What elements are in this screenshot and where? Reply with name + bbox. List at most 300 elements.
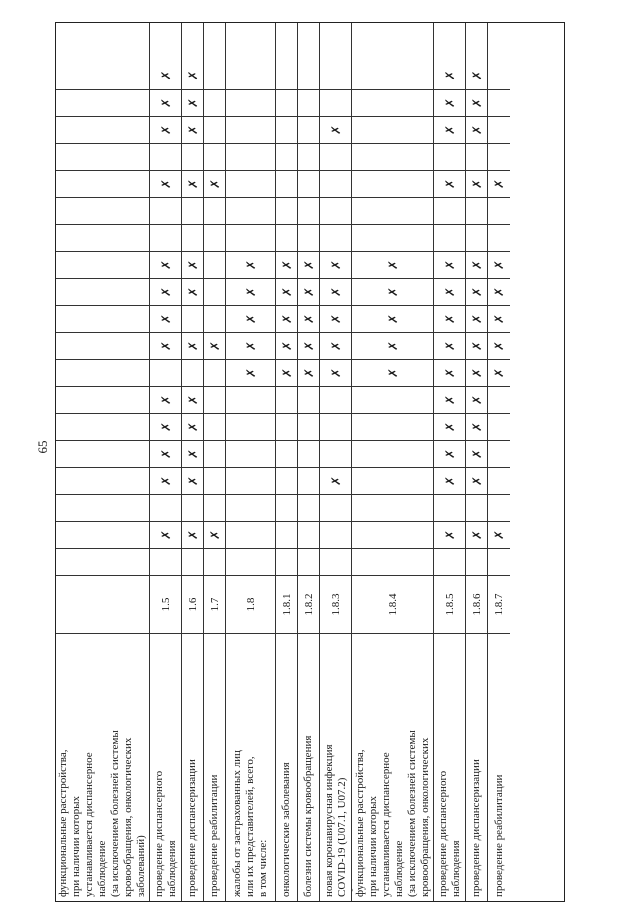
- table-row: [226, 23, 276, 901]
- data-cell: [276, 251, 297, 278]
- cross-mark: ✗: [442, 70, 457, 81]
- data-cell: [488, 89, 510, 116]
- data-cell: [204, 386, 225, 413]
- cross-mark: ✗: [207, 340, 222, 352]
- cross-mark: ✗: [279, 340, 294, 352]
- row-number: [56, 575, 149, 633]
- data-cell: [276, 116, 297, 143]
- data-cell: [466, 467, 487, 494]
- row-name: онкологические заболевания: [276, 633, 297, 901]
- data-cell: [298, 467, 319, 494]
- data-cell: [488, 386, 510, 413]
- data-cell: [150, 332, 181, 359]
- data-cell: [276, 170, 297, 197]
- data-cell: [150, 413, 181, 440]
- data-cell: [182, 521, 203, 548]
- cross-mark: ✗: [442, 529, 457, 541]
- data-cell: [320, 359, 351, 386]
- row-number: 1.8.1: [276, 575, 297, 633]
- data-cell: [320, 440, 351, 467]
- row-number: 1.5: [150, 575, 181, 633]
- data-cell: [320, 548, 351, 575]
- data-cell: [298, 521, 319, 548]
- data-cell: [320, 467, 351, 494]
- data-cell: [298, 197, 319, 224]
- data-cell: [298, 224, 319, 251]
- data-cell: [352, 278, 433, 305]
- data-cell: [320, 224, 351, 251]
- cross-mark: ✗: [469, 259, 484, 271]
- cross-mark: ✗: [158, 421, 173, 433]
- data-cell: [276, 359, 297, 386]
- data-cell: [182, 116, 203, 143]
- cross-mark: ✗: [492, 286, 506, 298]
- data-cell: [276, 548, 297, 575]
- data-cell: [226, 143, 275, 170]
- data-cell: [226, 170, 275, 197]
- data-cell: [56, 305, 149, 332]
- data-cell: [226, 62, 275, 89]
- data-cell: [182, 143, 203, 170]
- data-cell: [56, 386, 149, 413]
- cross-mark: ✗: [385, 340, 400, 352]
- table-row: [204, 23, 226, 901]
- row-name: проведение диспансерного наблюдения: [434, 633, 465, 901]
- data-cell: [226, 305, 275, 332]
- cross-mark: ✗: [492, 259, 506, 271]
- cross-mark: ✗: [301, 259, 316, 271]
- row-number: 1.6: [182, 575, 203, 633]
- data-cell: [320, 305, 351, 332]
- data-cell: [298, 440, 319, 467]
- row-name: новая коронавирусная инфекция COVID-19 (U07.1, U07.2): [320, 633, 351, 901]
- data-cell: [352, 62, 433, 89]
- data-cell: [150, 89, 181, 116]
- cross-mark: ✗: [158, 124, 173, 136]
- data-cell: [352, 305, 433, 332]
- cross-mark: ✗: [207, 178, 222, 190]
- data-cell: [56, 467, 149, 494]
- data-cell: [298, 413, 319, 440]
- data-cell: [434, 278, 465, 305]
- cross-mark: ✗: [442, 97, 457, 109]
- table-row: [150, 23, 182, 901]
- table-stage: [55, 22, 565, 902]
- data-cell: [56, 494, 149, 521]
- data-cell: [276, 89, 297, 116]
- cross-mark: ✗: [243, 286, 258, 298]
- cross-mark: ✗: [442, 124, 457, 136]
- data-cell: [466, 359, 487, 386]
- data-cell: [56, 278, 149, 305]
- data-cell: [352, 224, 433, 251]
- data-cell: [150, 62, 181, 89]
- data-cell: [488, 116, 510, 143]
- data-cell: [150, 440, 181, 467]
- data-cell: [56, 413, 149, 440]
- row-name: функциональные расстройства, при наличии которых устанавливается диспансерное наблюдение (за исключением болезней системы кровообращения, онкологических заболеваний): [56, 633, 149, 901]
- data-cell: [56, 62, 149, 89]
- data-cell: [150, 521, 181, 548]
- data-cell: [320, 521, 351, 548]
- cross-mark: ✗: [469, 97, 484, 109]
- data-cell: [204, 170, 225, 197]
- data-cell: [466, 116, 487, 143]
- data-cell: [182, 494, 203, 521]
- data-cell: [298, 305, 319, 332]
- data-cell: [182, 170, 203, 197]
- data-cell: [226, 440, 275, 467]
- data-cell: [182, 305, 203, 332]
- data-cell: [352, 197, 433, 224]
- data-cell: [298, 332, 319, 359]
- data-cell: [488, 197, 510, 224]
- data-cell: [488, 62, 510, 89]
- data-cell: [320, 197, 351, 224]
- data-cell: [204, 548, 225, 575]
- data-cell: [466, 251, 487, 278]
- cross-mark: ✗: [243, 259, 258, 271]
- cross-mark: ✗: [185, 448, 200, 460]
- data-cell: [204, 62, 225, 89]
- cross-mark: ✗: [492, 313, 506, 325]
- data-cell: [182, 332, 203, 359]
- data-cell: [466, 89, 487, 116]
- cross-mark: ✗: [185, 286, 200, 298]
- data-cell: [182, 440, 203, 467]
- cross-mark: ✗: [442, 475, 457, 487]
- cross-mark: ✗: [279, 367, 294, 379]
- cross-mark: ✗: [185, 97, 200, 109]
- data-cell: [488, 440, 510, 467]
- row-name: проведение диспансерного наблюдения: [150, 633, 181, 901]
- row-number: 1.8: [226, 575, 275, 633]
- data-cell: [298, 359, 319, 386]
- row-name: проведение реабилитации: [488, 633, 510, 901]
- cross-mark: ✗: [185, 340, 200, 352]
- data-cell: [488, 170, 510, 197]
- cross-mark: ✗: [243, 313, 258, 325]
- data-cell: [56, 548, 149, 575]
- cross-mark: ✗: [185, 124, 200, 136]
- data-cell: [466, 197, 487, 224]
- row-name: жалобы от застрахованных лиц или их представителей, всего, в том числе:: [226, 633, 275, 901]
- cross-mark: ✗: [442, 421, 457, 433]
- data-cell: [226, 413, 275, 440]
- data-cell: [204, 467, 225, 494]
- data-cell: [298, 278, 319, 305]
- data-cell: [298, 548, 319, 575]
- data-cell: [150, 467, 181, 494]
- data-cell: [56, 521, 149, 548]
- data-cell: [352, 467, 433, 494]
- cross-mark: ✗: [279, 313, 294, 325]
- cross-mark: ✗: [243, 367, 258, 379]
- data-cell: [434, 251, 465, 278]
- row-number: 1.8.2: [298, 575, 319, 633]
- data-cell: [226, 521, 275, 548]
- data-cell: [488, 332, 510, 359]
- data-cell: [320, 116, 351, 143]
- data-cell: [276, 521, 297, 548]
- data-cell: [204, 332, 225, 359]
- data-cell: [182, 413, 203, 440]
- data-cell: [466, 413, 487, 440]
- data-cell: [352, 332, 433, 359]
- data-cell: [434, 386, 465, 413]
- cross-mark: ✗: [328, 286, 343, 298]
- cross-mark: ✗: [185, 70, 200, 81]
- cross-mark: ✗: [279, 286, 294, 298]
- data-cell: [434, 224, 465, 251]
- data-cell: [204, 359, 225, 386]
- data-cell: [320, 278, 351, 305]
- data-cell: [320, 89, 351, 116]
- data-cell: [204, 413, 225, 440]
- row-number: 1.7: [204, 575, 225, 633]
- cross-mark: ✗: [185, 178, 200, 190]
- cross-mark: ✗: [469, 367, 484, 379]
- row-number: 1.8.5: [434, 575, 465, 633]
- data-cell: [488, 494, 510, 521]
- cross-mark: ✗: [158, 286, 173, 298]
- row-number: 1.8.7: [488, 575, 510, 633]
- data-cell: [226, 251, 275, 278]
- cross-mark: ✗: [158, 529, 173, 541]
- cross-mark: ✗: [158, 340, 173, 352]
- cross-mark: ✗: [469, 70, 484, 81]
- cross-mark: ✗: [442, 448, 457, 460]
- data-cell: [320, 332, 351, 359]
- data-cell: [352, 494, 433, 521]
- data-cell: [352, 116, 433, 143]
- table-row: [276, 23, 298, 901]
- table-row: [488, 23, 510, 901]
- cross-mark: ✗: [185, 259, 200, 271]
- cross-mark: ✗: [469, 340, 484, 352]
- data-cell: [434, 359, 465, 386]
- cross-mark: ✗: [243, 340, 258, 352]
- cross-mark: ✗: [442, 367, 457, 379]
- data-cell: [226, 278, 275, 305]
- data-cell: [56, 89, 149, 116]
- cross-mark: ✗: [492, 340, 506, 352]
- data-cell: [182, 251, 203, 278]
- data-cell: [466, 332, 487, 359]
- data-cell: [276, 467, 297, 494]
- data-cell: [56, 251, 149, 278]
- cross-mark: ✗: [385, 259, 400, 271]
- data-cell: [434, 494, 465, 521]
- data-cell: [56, 143, 149, 170]
- data-cell: [150, 143, 181, 170]
- data-cell: [320, 143, 351, 170]
- data-cell: [276, 386, 297, 413]
- data-cell: [488, 251, 510, 278]
- table-row: [434, 23, 466, 901]
- data-cell: [434, 197, 465, 224]
- cross-mark: ✗: [301, 340, 316, 352]
- table-row: [56, 23, 150, 901]
- row-number: 1.8.6: [466, 575, 487, 633]
- data-cell: [56, 197, 149, 224]
- data-cell: [352, 89, 433, 116]
- data-cell: [434, 116, 465, 143]
- data-cell: [204, 278, 225, 305]
- data-cell: [434, 62, 465, 89]
- data-cell: [434, 548, 465, 575]
- data-cell: [434, 413, 465, 440]
- cross-mark: ✗: [185, 421, 200, 433]
- cross-mark: ✗: [328, 124, 343, 136]
- data-cell: [320, 251, 351, 278]
- data-cell: [204, 494, 225, 521]
- data-cell: [276, 197, 297, 224]
- row-number: 1.8.3: [320, 575, 351, 633]
- data-cell: [434, 143, 465, 170]
- data-cell: [466, 440, 487, 467]
- cross-mark: ✗: [158, 394, 173, 406]
- data-cell: [434, 305, 465, 332]
- cross-mark: ✗: [328, 475, 343, 487]
- cross-mark: ✗: [158, 97, 173, 109]
- data-cell: [150, 116, 181, 143]
- data-cell: [352, 413, 433, 440]
- cross-mark: ✗: [385, 367, 400, 379]
- data-cell: [352, 170, 433, 197]
- cross-mark: ✗: [301, 286, 316, 298]
- data-cell: [150, 494, 181, 521]
- data-cell: [298, 170, 319, 197]
- data-cell: [276, 413, 297, 440]
- row-name: функциональные расстройства, при наличии которых устанавливается диспансерное наблюдение (за исключением болезней системы кровообращения, онкологических: [352, 633, 433, 901]
- data-cell: [182, 467, 203, 494]
- data-cell: [488, 521, 510, 548]
- data-cell: [204, 251, 225, 278]
- cross-mark: ✗: [492, 367, 506, 379]
- data-cell: [226, 494, 275, 521]
- data-cell: [488, 224, 510, 251]
- statistics-table: [55, 22, 565, 902]
- cross-mark: ✗: [328, 313, 343, 325]
- data-cell: [320, 62, 351, 89]
- data-cell: [320, 494, 351, 521]
- data-cell: [466, 143, 487, 170]
- data-cell: [298, 386, 319, 413]
- data-cell: [466, 494, 487, 521]
- data-cell: [466, 521, 487, 548]
- cross-mark: ✗: [301, 367, 316, 379]
- data-cell: [352, 359, 433, 386]
- data-cell: [150, 359, 181, 386]
- cross-mark: ✗: [385, 313, 400, 325]
- cross-mark: ✗: [492, 178, 506, 190]
- data-cell: [276, 440, 297, 467]
- data-cell: [150, 170, 181, 197]
- table-row: [298, 23, 320, 901]
- cross-mark: ✗: [279, 259, 294, 271]
- cross-mark: ✗: [158, 70, 173, 81]
- data-cell: [276, 278, 297, 305]
- row-name: проведение диспансеризации: [182, 633, 203, 901]
- cross-mark: ✗: [158, 178, 173, 190]
- data-cell: [298, 89, 319, 116]
- data-cell: [352, 548, 433, 575]
- data-cell: [298, 116, 319, 143]
- data-cell: [182, 359, 203, 386]
- data-cell: [466, 224, 487, 251]
- data-cell: [56, 170, 149, 197]
- cross-mark: ✗: [185, 475, 200, 487]
- row-name: проведение реабилитации: [204, 633, 225, 901]
- cross-mark: ✗: [469, 286, 484, 298]
- data-cell: [204, 116, 225, 143]
- data-cell: [434, 467, 465, 494]
- data-cell: [488, 467, 510, 494]
- data-cell: [488, 359, 510, 386]
- cross-mark: ✗: [469, 421, 484, 433]
- data-cell: [226, 224, 275, 251]
- data-cell: [298, 494, 319, 521]
- data-cell: [488, 413, 510, 440]
- data-cell: [226, 467, 275, 494]
- data-cell: [182, 278, 203, 305]
- data-cell: [182, 224, 203, 251]
- data-cell: [56, 359, 149, 386]
- data-cell: [56, 116, 149, 143]
- data-cell: [226, 548, 275, 575]
- cross-mark: ✗: [158, 475, 173, 487]
- data-cell: [488, 305, 510, 332]
- data-cell: [320, 386, 351, 413]
- cross-mark: ✗: [158, 313, 173, 325]
- data-cell: [276, 332, 297, 359]
- data-cell: [226, 386, 275, 413]
- data-cell: [434, 440, 465, 467]
- cross-mark: ✗: [158, 448, 173, 460]
- data-cell: [298, 143, 319, 170]
- data-cell: [182, 197, 203, 224]
- data-cell: [150, 548, 181, 575]
- data-cell: [204, 224, 225, 251]
- data-cell: [298, 62, 319, 89]
- data-cell: [320, 170, 351, 197]
- data-cell: [488, 278, 510, 305]
- cross-mark: ✗: [185, 394, 200, 406]
- data-cell: [488, 143, 510, 170]
- data-cell: [150, 305, 181, 332]
- data-cell: [150, 251, 181, 278]
- data-cell: [226, 197, 275, 224]
- data-cell: [204, 89, 225, 116]
- data-cell: [204, 305, 225, 332]
- data-cell: [352, 386, 433, 413]
- cross-mark: ✗: [469, 475, 484, 487]
- data-cell: [182, 548, 203, 575]
- data-cell: [298, 251, 319, 278]
- data-cell: [150, 197, 181, 224]
- table-row: [352, 23, 434, 901]
- cross-mark: ✗: [469, 529, 484, 541]
- cross-mark: ✗: [385, 286, 400, 298]
- cross-mark: ✗: [442, 394, 457, 406]
- data-cell: [352, 143, 433, 170]
- data-cell: [352, 251, 433, 278]
- data-cell: [276, 224, 297, 251]
- data-cell: [276, 305, 297, 332]
- data-cell: [56, 440, 149, 467]
- data-cell: [466, 170, 487, 197]
